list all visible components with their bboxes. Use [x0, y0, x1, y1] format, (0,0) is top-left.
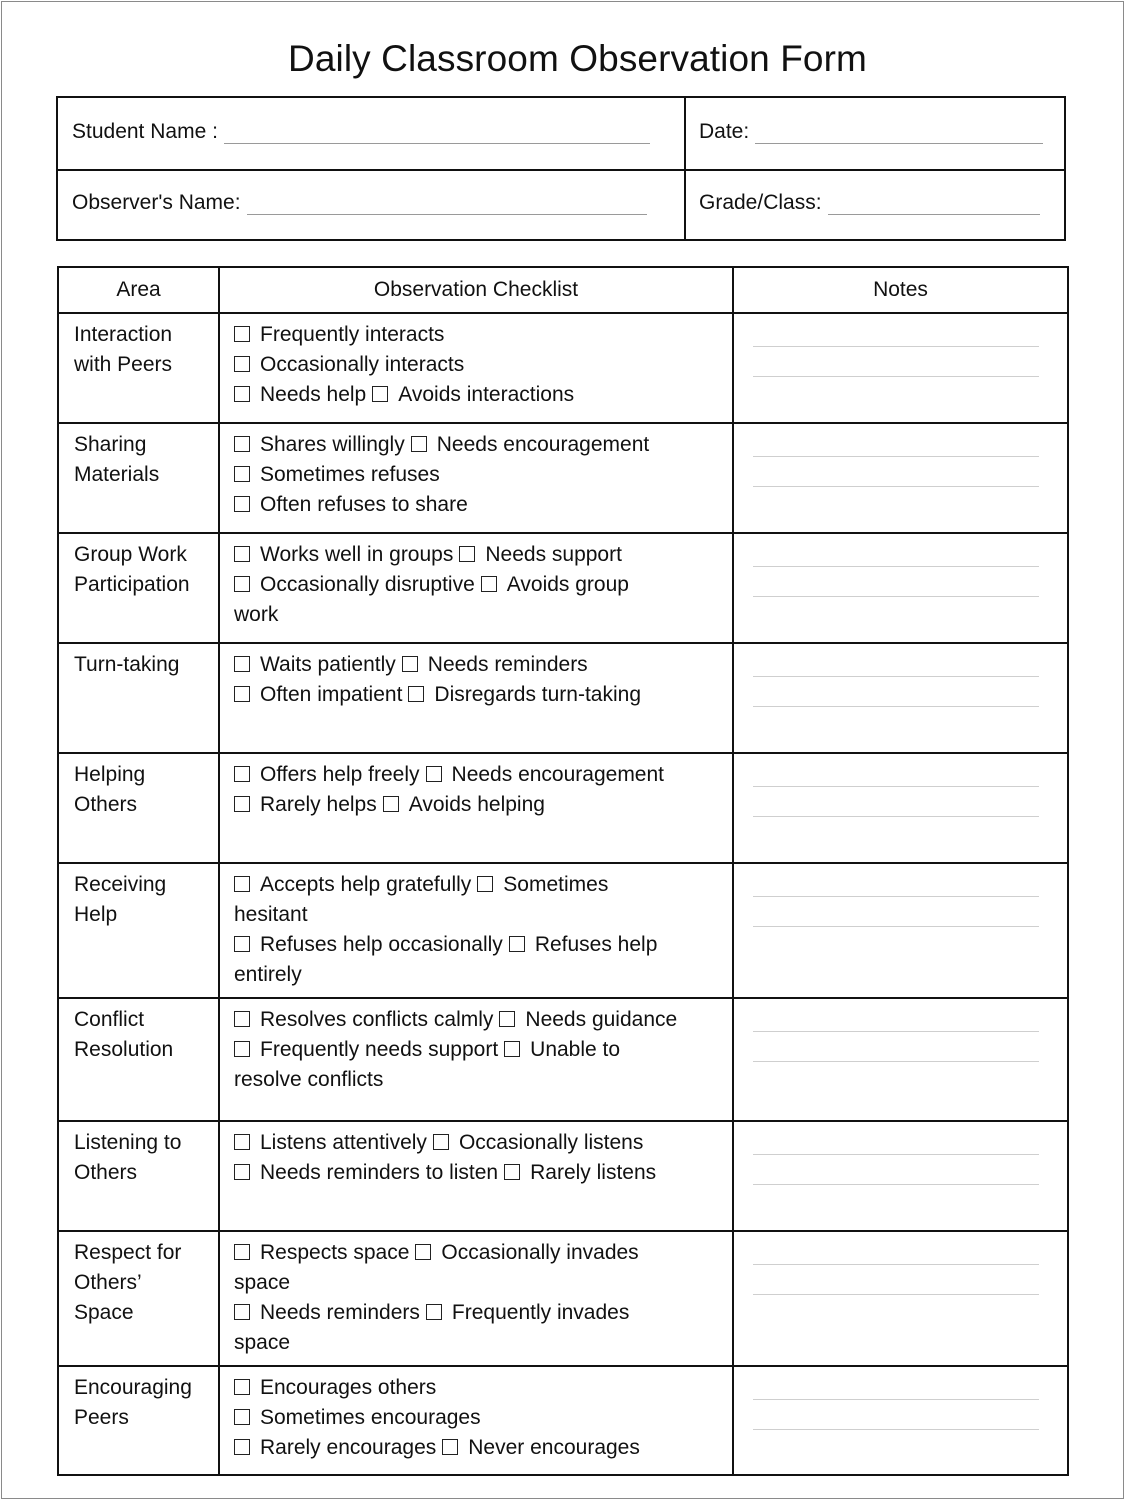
- row-divider: [59, 1230, 1067, 1232]
- checklist-cell: [234, 1373, 734, 1463]
- area-label: [74, 1238, 214, 1328]
- checklist-option-label: Frequently needs support: [260, 1038, 499, 1061]
- observation-table: [57, 266, 1069, 1476]
- checklist-line: [234, 1373, 734, 1403]
- checklist-option-label: Frequently interacts: [260, 323, 445, 346]
- area-label: [74, 1005, 214, 1065]
- student-name-label: Student Name :: [72, 120, 218, 143]
- checklist-option-label: entirely: [234, 963, 302, 986]
- row-divider: [59, 862, 1067, 864]
- checklist-line: [234, 960, 734, 990]
- checkbox[interactable]: [433, 1134, 449, 1150]
- checklist-line: [234, 600, 734, 630]
- row-divider: [59, 752, 1067, 754]
- checklist-option-label: work: [234, 603, 279, 626]
- student-name-line[interactable]: [224, 123, 650, 144]
- observer-name-field[interactable]: [72, 191, 647, 215]
- checkbox[interactable]: [411, 436, 427, 452]
- checkbox[interactable]: [234, 1011, 250, 1027]
- checkbox[interactable]: [442, 1439, 458, 1455]
- student-name-field[interactable]: [72, 120, 650, 144]
- info-table: [56, 96, 1066, 241]
- checklist-option-label: Refuses help: [534, 933, 658, 956]
- grade-class-label: Grade/Class:: [699, 191, 822, 214]
- area-label-line: Receiving: [74, 873, 167, 896]
- area-label-line: Others: [74, 1161, 138, 1184]
- notes-line[interactable]: [753, 676, 1039, 677]
- checkbox[interactable]: [509, 936, 525, 952]
- checklist-option-label: Rarely helps: [260, 793, 377, 816]
- checklist-line: [234, 760, 734, 790]
- checklist-option-label: space: [234, 1271, 291, 1294]
- area-label-line: with Peers: [74, 353, 173, 376]
- checklist-option-label: Avoids helping: [408, 793, 545, 816]
- checklist-option-label: Works well in groups: [260, 543, 454, 566]
- checkbox[interactable]: [234, 656, 250, 672]
- notes-line[interactable]: [753, 596, 1039, 597]
- checkbox[interactable]: [234, 876, 250, 892]
- checklist-cell: [234, 1005, 734, 1095]
- checkbox[interactable]: [426, 1304, 442, 1320]
- checklist-option-label: Shares willingly: [260, 433, 405, 456]
- checklist-option-label: Frequently invades: [451, 1301, 630, 1324]
- checklist-cell: [234, 650, 734, 710]
- checklist-line: [234, 650, 734, 680]
- checklist-line: [234, 1035, 734, 1065]
- checklist-option-label: Rarely encourages: [260, 1436, 437, 1459]
- checkbox[interactable]: [234, 1041, 250, 1057]
- area-label-line: Others: [74, 793, 138, 816]
- checkbox[interactable]: [504, 1164, 520, 1180]
- checklist-line: [234, 540, 734, 570]
- checklist-line: [234, 1158, 734, 1188]
- notes-line[interactable]: [753, 486, 1039, 487]
- form-page: [1, 1, 1124, 1499]
- checklist-line: [234, 460, 734, 490]
- checklist-option-label: Never encourages: [468, 1436, 640, 1459]
- column-divider: [218, 268, 220, 1474]
- checklist-line: [234, 790, 734, 820]
- checklist-line: [234, 490, 734, 520]
- area-label: [74, 1373, 214, 1433]
- checklist-line: [234, 1268, 734, 1298]
- notes-line[interactable]: [753, 346, 1039, 347]
- checklist-option-label: resolve conflicts: [234, 1068, 384, 1091]
- checkbox[interactable]: [234, 1409, 250, 1425]
- checkbox[interactable]: [234, 436, 250, 452]
- checkbox[interactable]: [234, 766, 250, 782]
- observer-name-label: Observer's Name:: [72, 191, 241, 214]
- checklist-line: [234, 870, 734, 900]
- row-divider: [59, 1120, 1067, 1122]
- notes-line[interactable]: [753, 706, 1039, 707]
- checkbox[interactable]: [459, 546, 475, 562]
- checklist-option-label: Needs reminders: [427, 653, 588, 676]
- notes-line[interactable]: [753, 566, 1039, 567]
- checklist-cell: [234, 760, 734, 820]
- checkbox[interactable]: [481, 576, 497, 592]
- checklist-option-label: space: [234, 1331, 291, 1354]
- checkbox[interactable]: [504, 1041, 520, 1057]
- checklist-line: [234, 1433, 734, 1463]
- row-divider: [59, 422, 1067, 424]
- notes-line[interactable]: [753, 1399, 1039, 1400]
- checkbox[interactable]: [234, 576, 250, 592]
- notes-line[interactable]: [753, 1154, 1039, 1155]
- header-area: Area: [116, 278, 161, 301]
- area-label-line: Others’: [74, 1271, 142, 1294]
- area-label-line: Encouraging: [74, 1376, 192, 1399]
- checkbox[interactable]: [234, 356, 250, 372]
- row-divider: [59, 642, 1067, 644]
- notes-line[interactable]: [753, 816, 1039, 817]
- checkbox[interactable]: [234, 1244, 250, 1260]
- checkbox[interactable]: [234, 1134, 250, 1150]
- area-label-line: Materials: [74, 463, 160, 486]
- checklist-option-label: Listens attentively: [260, 1131, 427, 1154]
- checkbox[interactable]: [234, 326, 250, 342]
- row-divider: [59, 312, 1067, 314]
- date-line[interactable]: [755, 123, 1043, 144]
- notes-line[interactable]: [753, 1294, 1039, 1295]
- checklist-line: [234, 320, 734, 350]
- row-divider: [59, 532, 1067, 534]
- checklist-cell: [234, 320, 734, 410]
- info-row: [58, 98, 1064, 171]
- area-label-line: Group Work: [74, 543, 187, 566]
- notes-line[interactable]: [753, 1429, 1039, 1430]
- row-divider: [59, 997, 1067, 999]
- area-label-line: Resolution: [74, 1038, 174, 1061]
- area-label-line: Peers: [74, 1406, 129, 1429]
- checklist-line: [234, 1298, 734, 1328]
- checklist-option-label: Resolves conflicts calmly: [260, 1008, 494, 1031]
- checklist-option-label: Waits patiently: [260, 653, 396, 676]
- column-divider: [684, 98, 686, 239]
- grade-class-field[interactable]: [699, 191, 1040, 215]
- checklist-option-label: Respects space: [260, 1241, 410, 1264]
- checklist-line: [234, 1403, 734, 1433]
- checkbox[interactable]: [234, 546, 250, 562]
- checklist-option-label: Occasionally interacts: [260, 353, 465, 376]
- row-divider: [59, 1365, 1067, 1367]
- checklist-option-label: Needs reminders to listen: [260, 1161, 499, 1184]
- checkbox[interactable]: [234, 1439, 250, 1455]
- checklist-cell: [234, 540, 734, 630]
- checkbox[interactable]: [499, 1011, 515, 1027]
- area-label-line: Sharing: [74, 433, 147, 456]
- page-title: Daily Classroom Observation Form: [288, 38, 867, 79]
- notes-line[interactable]: [753, 1264, 1039, 1265]
- checklist-option-label: Often refuses to share: [260, 493, 468, 516]
- checklist-option-label: Offers help freely: [260, 763, 420, 786]
- checklist-option-label: Disregards turn-taking: [434, 683, 641, 706]
- notes-line[interactable]: [753, 896, 1039, 897]
- checklist-option-label: Needs encouragement: [451, 763, 665, 786]
- checklist-option-label: Sometimes refuses: [260, 463, 440, 486]
- notes-line[interactable]: [753, 786, 1039, 787]
- area-label: [74, 320, 214, 380]
- checklist-option-label: Occasionally invades: [441, 1241, 639, 1264]
- area-label-line: Listening to: [74, 1131, 182, 1154]
- checklist-line: [234, 930, 734, 960]
- checklist-option-label: Occasionally disruptive: [260, 573, 475, 596]
- notes-line[interactable]: [753, 456, 1039, 457]
- checklist-line: [234, 1238, 734, 1268]
- checkbox[interactable]: [408, 686, 424, 702]
- checkbox[interactable]: [234, 936, 250, 952]
- checklist-option-label: Avoids group: [506, 573, 629, 596]
- area-label-line: Helping: [74, 763, 146, 786]
- checkbox[interactable]: [426, 766, 442, 782]
- checkbox[interactable]: [234, 1379, 250, 1395]
- area-label: [74, 430, 214, 490]
- area-label-line: Turn-taking: [74, 653, 180, 676]
- notes-line[interactable]: [753, 376, 1039, 377]
- checklist-line: [234, 1065, 734, 1095]
- checklist-line: [234, 570, 734, 600]
- checklist-option-label: Rarely listens: [530, 1161, 657, 1184]
- grade-class-line[interactable]: [828, 194, 1040, 215]
- checklist-line: [234, 1128, 734, 1158]
- checklist-option-label: Needs reminders: [260, 1301, 420, 1324]
- checklist-option-label: Needs help: [260, 383, 367, 406]
- checkbox[interactable]: [234, 466, 250, 482]
- area-label-line: Space: [74, 1301, 134, 1324]
- checklist-line: [234, 1328, 734, 1358]
- checklist-cell: [234, 1128, 734, 1188]
- checklist-option-label: Sometimes encourages: [260, 1406, 481, 1429]
- checklist-option-label: Sometimes: [503, 873, 609, 896]
- checkbox[interactable]: [234, 796, 250, 812]
- checklist-option-label: Avoids interactions: [398, 383, 575, 406]
- header-notes: Notes: [873, 278, 928, 301]
- checkbox[interactable]: [234, 686, 250, 702]
- checklist-cell: [234, 430, 734, 520]
- checkbox[interactable]: [234, 1164, 250, 1180]
- area-label: [74, 540, 214, 600]
- checklist-line: [234, 1005, 734, 1035]
- checklist-option-label: Occasionally listens: [458, 1131, 644, 1154]
- area-label-line: Participation: [74, 573, 190, 596]
- checklist-option-label: Refuses help occasionally: [260, 933, 503, 956]
- checklist-cell: [234, 1238, 734, 1358]
- area-label-line: Respect for: [74, 1241, 182, 1264]
- area-label-line: Interaction: [74, 323, 173, 346]
- checklist-option-label: Accepts help gratefully: [260, 873, 472, 896]
- area-label: [74, 760, 214, 820]
- checklist-cell: [234, 870, 734, 990]
- checkbox[interactable]: [402, 656, 418, 672]
- checklist-line: [234, 350, 734, 380]
- checklist-line: [234, 380, 734, 410]
- checklist-option-label: hesitant: [234, 903, 308, 926]
- area-label: [74, 870, 214, 930]
- checklist-option-label: Encourages others: [260, 1376, 437, 1399]
- checklist-option-label: Needs support: [485, 543, 622, 566]
- checklist-line: [234, 900, 734, 930]
- checklist-option-label: Needs encouragement: [436, 433, 650, 456]
- notes-line[interactable]: [753, 1184, 1039, 1185]
- checkbox[interactable]: [234, 496, 250, 512]
- checklist-option-label: Unable to: [530, 1038, 621, 1061]
- checklist-option-label: Needs guidance: [525, 1008, 678, 1031]
- checklist-option-label: Often impatient: [260, 683, 403, 706]
- area-label: [74, 650, 214, 680]
- date-label: Date:: [699, 120, 750, 143]
- observer-name-line[interactable]: [247, 194, 647, 215]
- checkbox[interactable]: [234, 1304, 250, 1320]
- area-label: [74, 1128, 214, 1188]
- area-label-line: Help: [74, 903, 118, 926]
- checkbox[interactable]: [477, 876, 493, 892]
- notes-line[interactable]: [753, 1061, 1039, 1062]
- info-row: [58, 169, 1064, 240]
- checkbox[interactable]: [372, 386, 388, 402]
- checklist-line: [234, 680, 734, 710]
- date-field[interactable]: [699, 120, 1043, 144]
- area-label-line: Conflict: [74, 1008, 145, 1031]
- checkbox[interactable]: [383, 796, 399, 812]
- checkbox[interactable]: [415, 1244, 431, 1260]
- notes-line[interactable]: [753, 1031, 1039, 1032]
- checklist-line: [234, 430, 734, 460]
- checkbox[interactable]: [234, 386, 250, 402]
- header-checklist: Observation Checklist: [373, 278, 579, 301]
- notes-line[interactable]: [753, 926, 1039, 927]
